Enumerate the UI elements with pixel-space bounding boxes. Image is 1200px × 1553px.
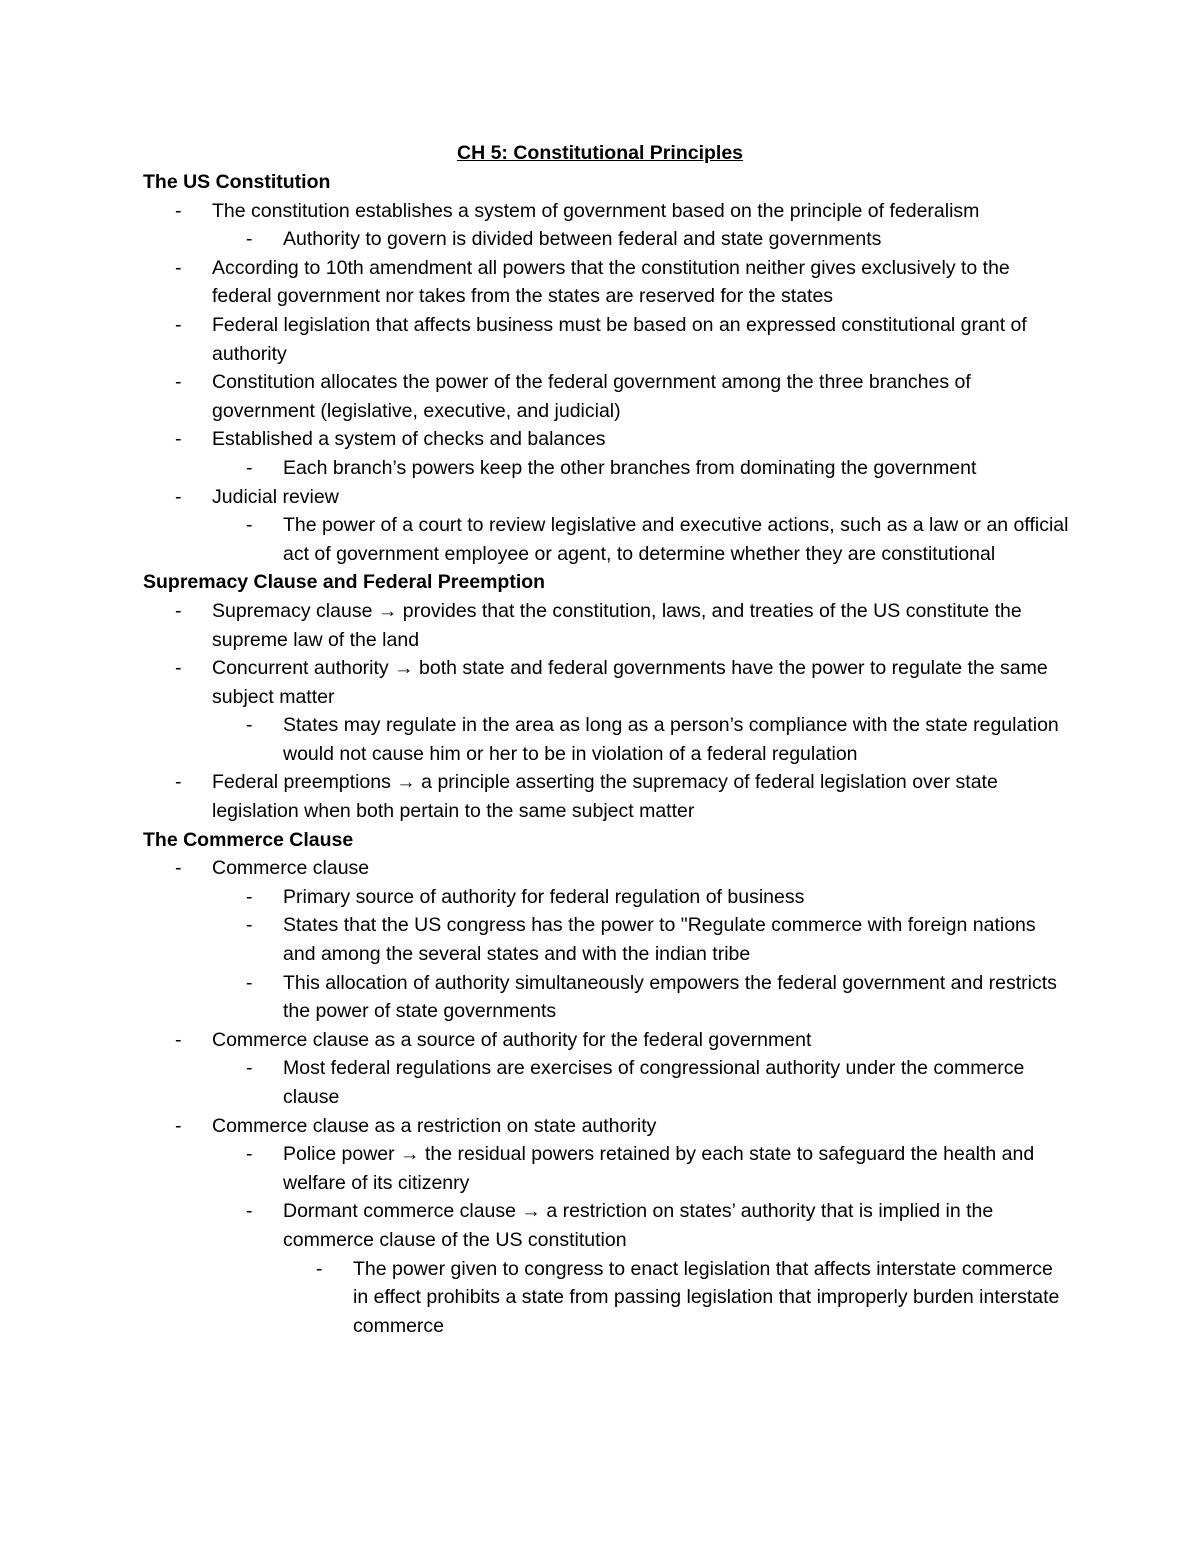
bullet-marker: -	[175, 1028, 182, 1051]
bullet-marker: -	[246, 714, 253, 737]
list-item	[143, 1054, 1073, 1111]
bullet-list	[143, 597, 1073, 826]
list-item-text: Supremacy clause → provides that the constitution, laws, and treaties of the US constitute the supreme law of the land	[212, 599, 1022, 651]
list-item	[143, 969, 1073, 1026]
bullet-marker: -	[246, 1200, 253, 1223]
list-item-text: Constitution allocates the power of the federal government among the three branches of government (legislative, executive, and judicial)	[212, 371, 971, 422]
bullet-marker: -	[246, 914, 253, 937]
list-item-text: Primary source of authority for federal regulation of business	[283, 885, 805, 908]
list-item	[143, 225, 1073, 254]
list-item	[143, 854, 1073, 883]
list-item-text: The constitution establishes a system of government based on the principle of federalism	[212, 199, 980, 222]
bullet-marker: -	[175, 313, 182, 336]
list-item	[143, 1140, 1073, 1197]
bullet-marker: -	[246, 1057, 253, 1080]
bullet-marker: -	[175, 857, 182, 880]
list-item-text: States that the US congress has the power to "Regulate commerce with foreign nations and among the several states and with the indian tribe	[283, 914, 1036, 966]
list-item	[143, 1112, 1073, 1141]
list-item	[143, 768, 1073, 825]
list-item-text: Dormant commerce clause → a restriction on states’ authority that is implied in the commerce clause of the US constitution	[283, 1200, 994, 1251]
bullet-marker: -	[175, 771, 182, 794]
document-body	[143, 139, 1073, 1340]
bullet-marker: -	[175, 371, 182, 394]
bullet-marker: -	[175, 485, 182, 508]
bullet-marker: -	[175, 657, 182, 680]
list-item-text: Commerce clause as a source of authority for the federal government	[212, 1028, 812, 1051]
list-item	[143, 483, 1073, 512]
list-item-text: The power of a court to review legislative and executive actions, such as a law or an official act of government employee or agent, to determine whether they are constitutional	[283, 514, 1069, 565]
list-item-text: Established a system of checks and balances	[212, 428, 606, 451]
bullet-marker: -	[175, 199, 182, 222]
section-heading: The US Constitution	[143, 171, 331, 193]
list-item-text: Police power → the residual powers retained by each state to safeguard the health and welfare of its citizenry	[283, 1143, 1035, 1194]
list-item	[143, 654, 1073, 711]
list-item	[143, 1197, 1073, 1254]
list-item-text: Judicial review	[212, 485, 339, 508]
list-item-text: Federal preemptions → a principle asserting the supremacy of federal legislation over state legislation when both pertain to the same subject matter	[212, 771, 998, 823]
list-item-text: Federal legislation that affects business must be based on an expressed constitutional grant of authority	[212, 313, 1027, 365]
list-item	[143, 911, 1073, 968]
list-item-text: Most federal regulations are exercises of congressional authority under the commerce clause	[283, 1057, 1025, 1108]
bullet-marker: -	[175, 428, 182, 451]
bullet-marker: -	[175, 256, 182, 279]
list-item-text: Commerce clause as a restriction on state authority	[212, 1114, 657, 1137]
bullet-marker: -	[246, 1143, 253, 1166]
bullet-marker: -	[175, 1114, 182, 1137]
bullet-marker: -	[175, 599, 182, 622]
list-item	[143, 883, 1073, 912]
bullet-marker: -	[246, 885, 253, 908]
list-item	[143, 597, 1073, 654]
bullet-marker: -	[246, 456, 253, 479]
list-item	[143, 197, 1073, 226]
page-title: CH 5: Constitutional Principles	[456, 142, 744, 164]
list-item	[143, 1255, 1073, 1341]
bullet-marker: -	[246, 228, 253, 251]
section-heading: Supremacy Clause and Federal Preemption	[143, 571, 546, 594]
list-item-text: States may regulate in the area as long as a person’s compliance with the state regulation would not cause him or her to be in violation of a federal regulation	[283, 714, 1059, 765]
bullet-marker: -	[246, 514, 253, 537]
list-item-text: Concurrent authority → both state and federal governments have the power to regulate the same subject matter	[212, 657, 1048, 708]
list-item	[143, 425, 1073, 454]
list-item	[143, 511, 1073, 568]
bullet-list	[143, 854, 1073, 1340]
list-item-text: Authority to govern is divided between federal and state governments	[283, 228, 882, 251]
list-item-text: According to 10th amendment all powers that the constitution neither gives exclusively to the federal government nor takes from the states are reserved for the states	[212, 256, 1010, 308]
list-item	[143, 1026, 1073, 1055]
bullet-marker: -	[316, 1257, 323, 1280]
bullet-list	[143, 197, 1073, 569]
bullet-marker: -	[246, 971, 253, 994]
section-heading: The Commerce Clause	[143, 828, 354, 851]
list-item	[143, 368, 1073, 425]
list-item	[143, 311, 1073, 368]
list-item	[143, 454, 1073, 483]
list-item-text: This allocation of authority simultaneously empowers the federal government and restricts the power of state governments	[283, 971, 1057, 1023]
list-item-text: Each branch’s powers keep the other branches from dominating the government	[283, 456, 977, 479]
list-item	[143, 254, 1073, 311]
list-item	[143, 711, 1073, 768]
sections-container	[143, 168, 1073, 1340]
list-item-text: Commerce clause	[212, 857, 370, 880]
list-item-text: The power given to congress to enact legislation that affects interstate commerce in effect prohibits a state from passing legislation that improperly burden interstate commerce	[353, 1257, 1060, 1337]
